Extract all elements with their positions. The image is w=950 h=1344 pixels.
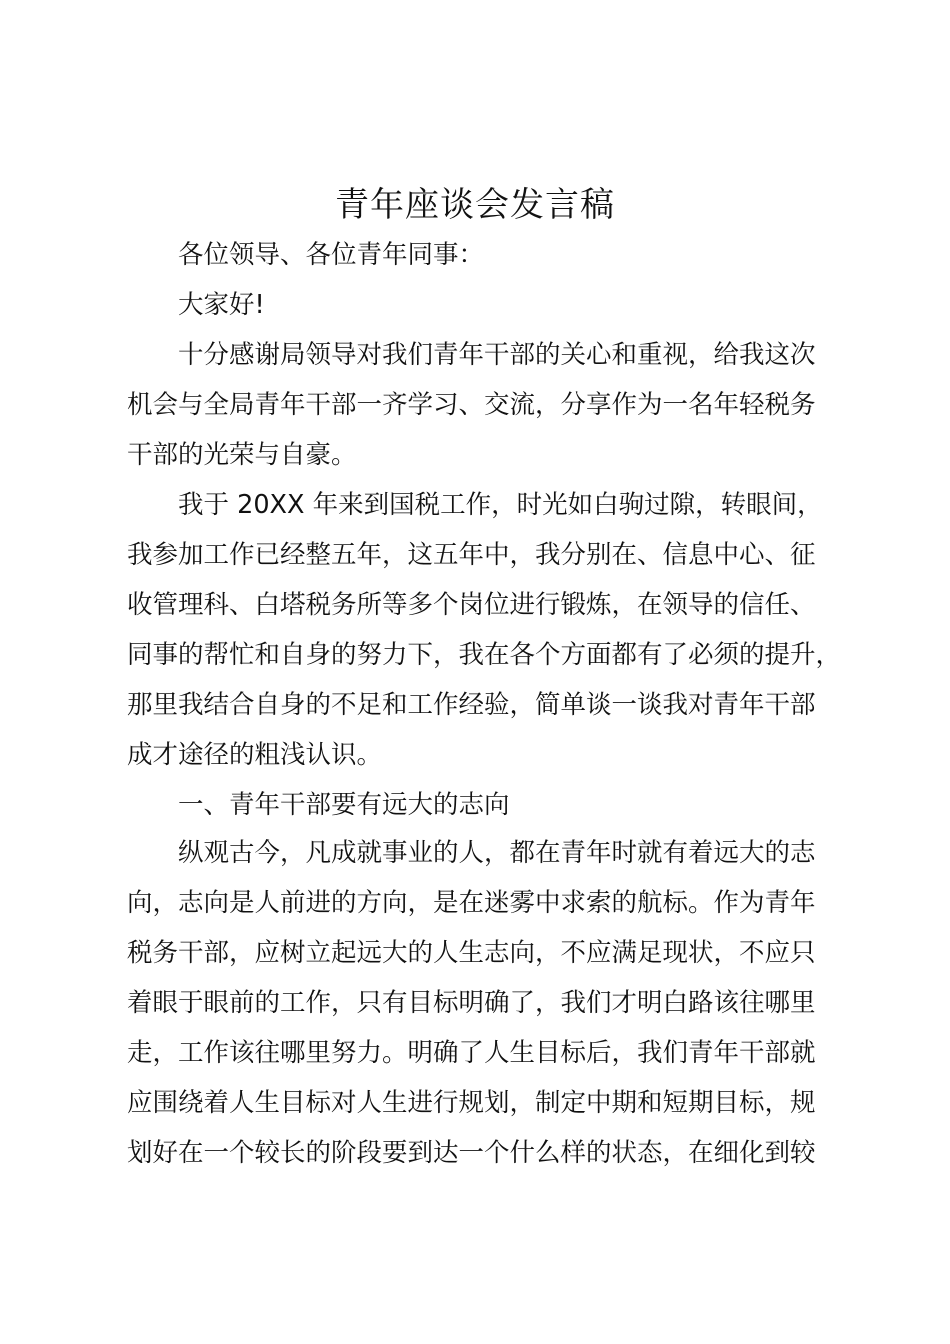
greeting-line: 大家好! [178, 290, 265, 320]
paragraph-3-line-5: 走，工作该往哪里努力。明确了人生目标后，我们青年干部就 [127, 1038, 816, 1068]
paragraph-2-line-1: 我于 20XX 年来到国税工作，时光如白驹过隙，转眼间， [178, 490, 823, 520]
section-heading: 一、青年干部要有远大的志向 [178, 790, 510, 820]
paragraph-1-line-2: 机会与全局青年干部一齐学习、交流，分享作为一名年轻税务 [127, 390, 816, 420]
paragraph-3-line-4: 着眼于眼前的工作，只有目标明确了，我们才明白路该往哪里 [127, 988, 816, 1018]
paragraph-2-line-5: 那里我结合自身的不足和工作经验，简单谈一谈我对青年干部 [127, 690, 816, 720]
paragraph-3-line-2: 向，志向是人前进的方向，是在迷雾中求索的航标。作为青年 [127, 888, 816, 918]
paragraph-2-line-6: 成才途径的粗浅认识。 [127, 740, 383, 770]
paragraph-2-line-2: 我参加工作已经整五年，这五年中，我分别在、信息中心、征 [127, 540, 816, 570]
paragraph-3-line-3: 税务干部，应树立起远大的人生志向，不应满足现状，不应只 [127, 938, 816, 968]
paragraph-3-line-7: 划好在一个较长的阶段要到达一个什么样的状态，在细化到较 [127, 1138, 816, 1168]
paragraph-1-line-3: 干部的光荣与自豪。 [127, 440, 357, 470]
paragraph-1-line-1: 十分感谢局领导对我们青年干部的关心和重视，给我这次 [178, 340, 816, 370]
paragraph-3-line-1: 纵观古今，凡成就事业的人，都在青年时就有着远大的志 [178, 838, 816, 868]
paragraph-2-line-3: 收管理科、白塔税务所等多个岗位进行锻炼，在领导的信任、 [127, 590, 816, 620]
paragraph-2-line-4: 同事的帮忙和自身的努力下，我在各个方面都有了必须的提升， [127, 640, 842, 670]
document-title: 青年座谈会发言稿 [335, 185, 615, 225]
salutation-line: 各位领导、各位青年同事： [178, 240, 485, 270]
paragraph-3-line-6: 应围绕着人生目标对人生进行规划，制定中期和短期目标，规 [127, 1088, 816, 1118]
